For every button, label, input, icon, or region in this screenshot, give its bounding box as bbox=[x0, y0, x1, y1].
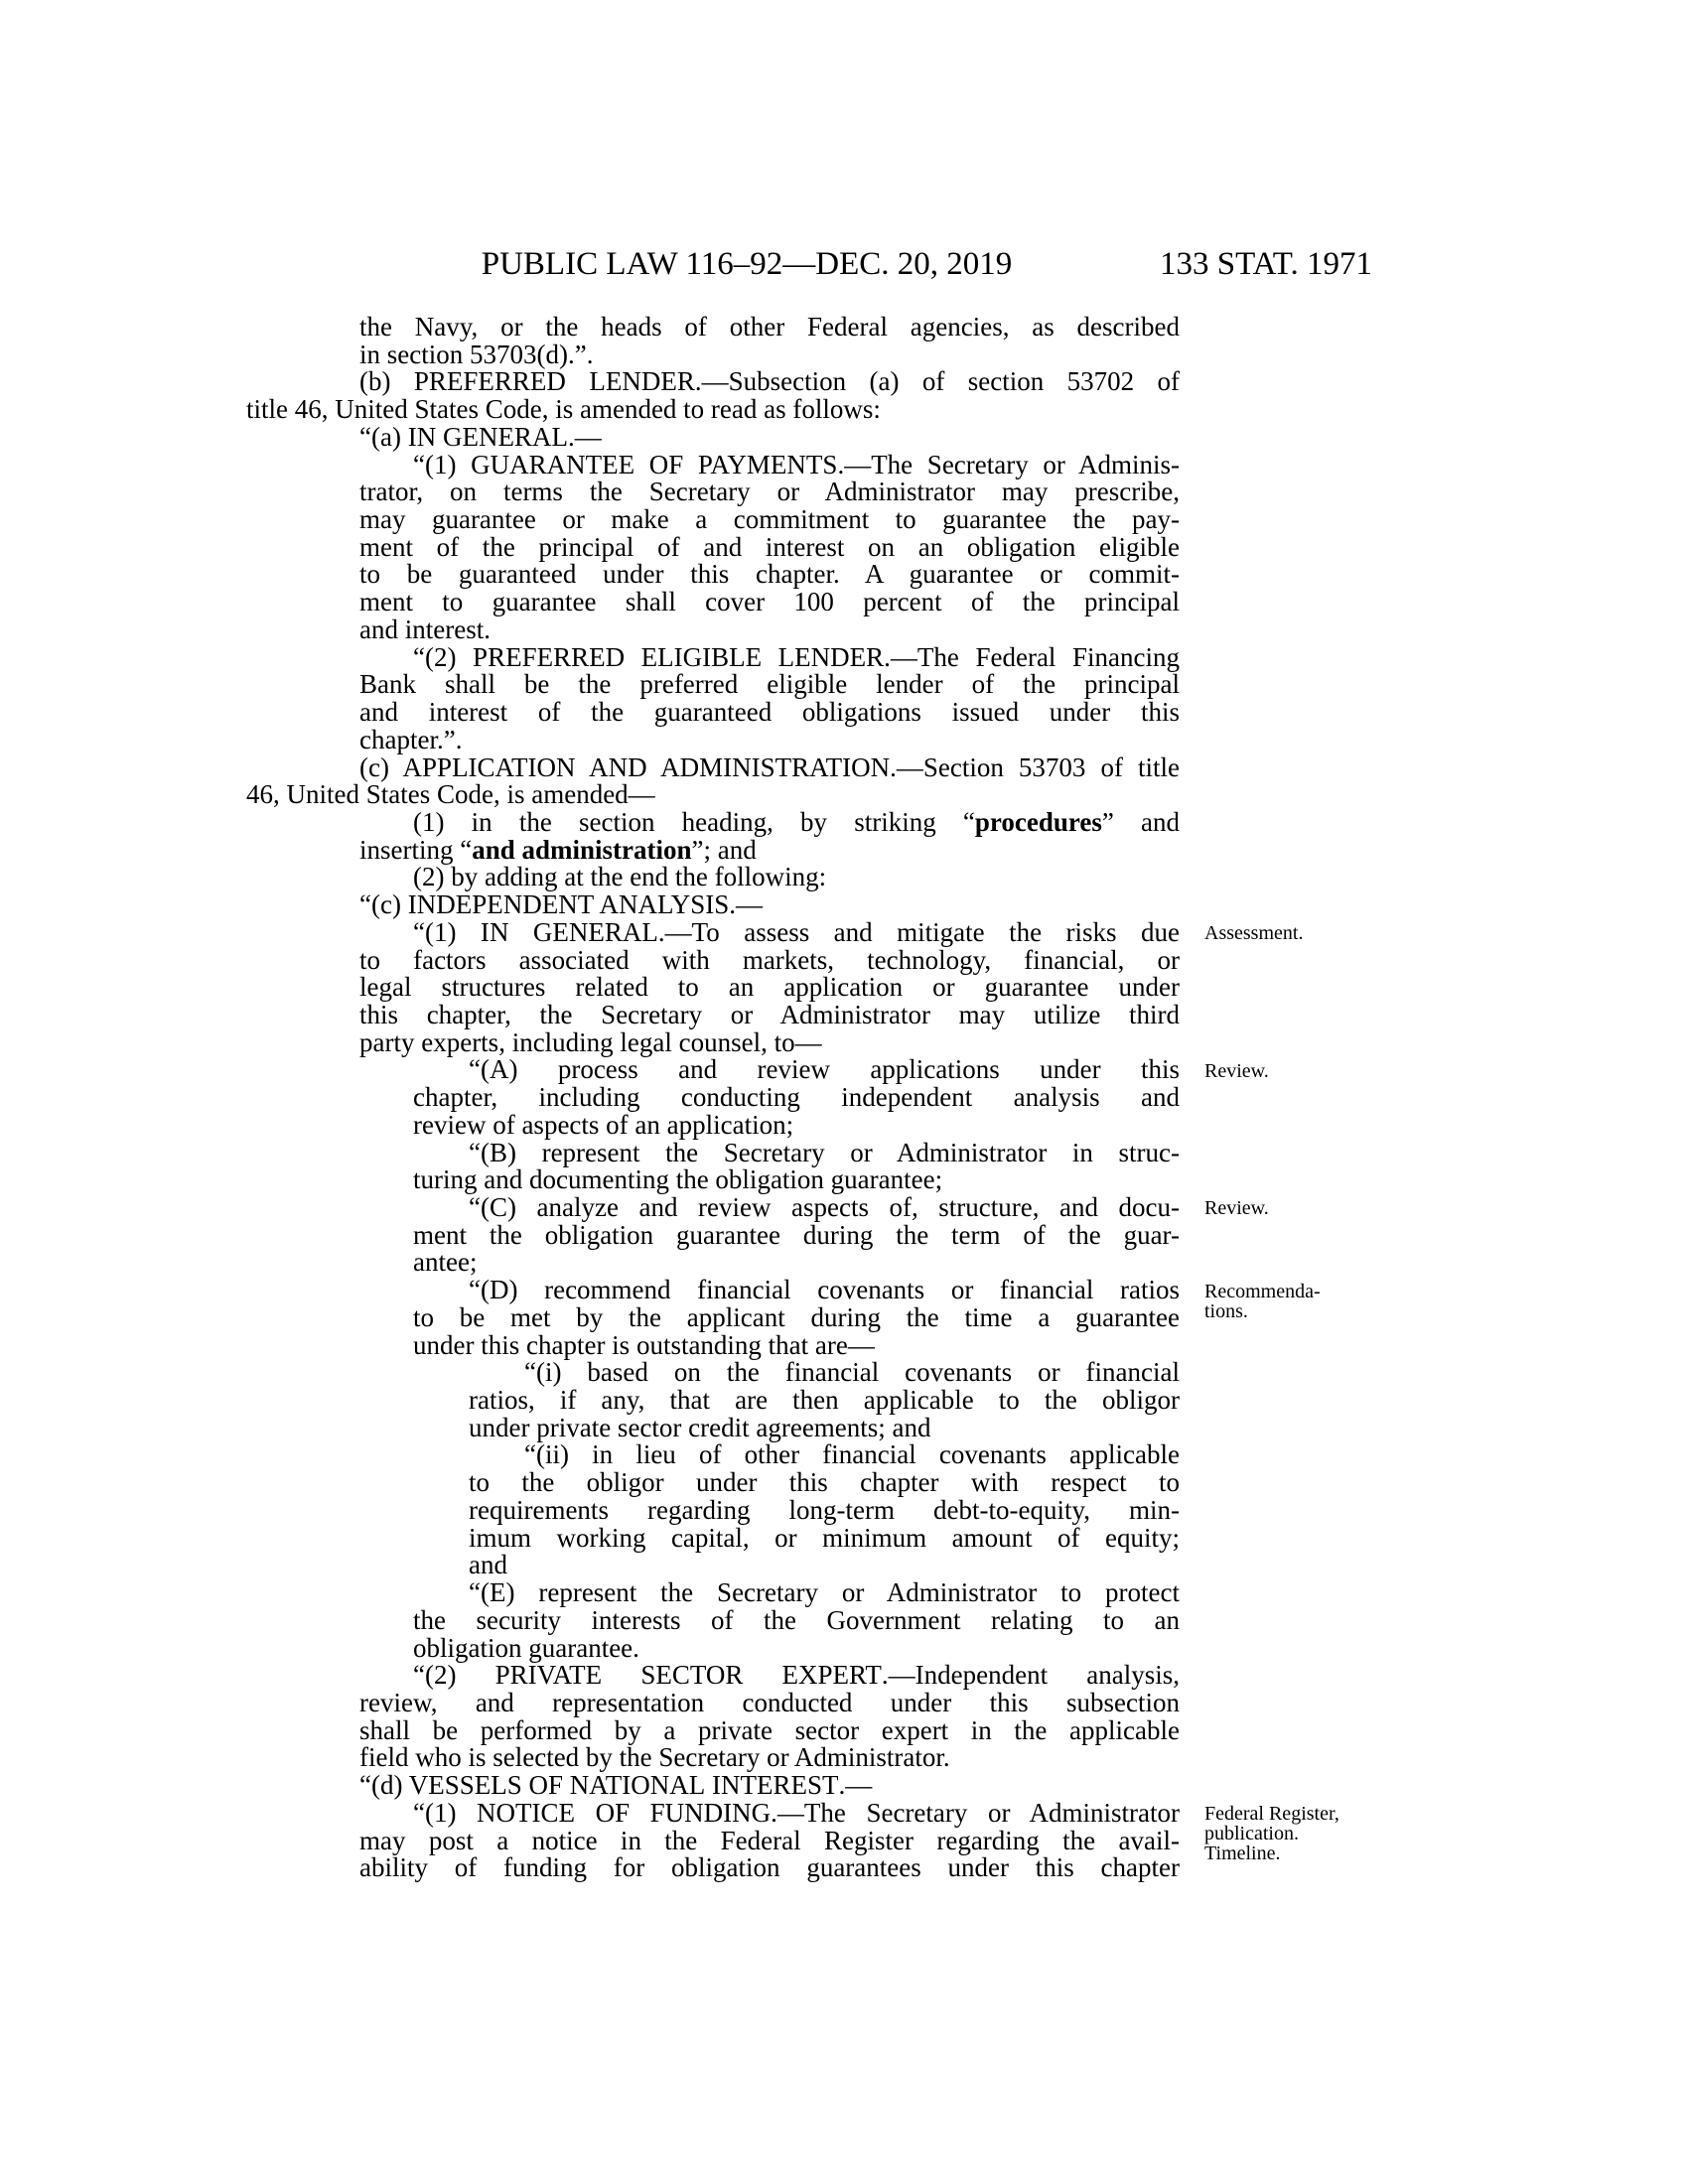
line-text: may post a notice in the Federal Register regarding the avail- bbox=[359, 1825, 1180, 1855]
line-text: and bbox=[469, 1550, 507, 1580]
line-text: requirements regarding long-term debt-to-equity, min- bbox=[469, 1494, 1180, 1525]
line-text: “(B) represent the Secretary or Administrator in struc- bbox=[469, 1137, 1180, 1167]
small-caps-heading: UARANTEE OF PAYMENTS bbox=[490, 449, 838, 479]
text-line bbox=[302, 1026, 1180, 1057]
line-text: ” and bbox=[1101, 806, 1180, 837]
line-text: A bbox=[594, 889, 619, 920]
margin-note-line: publication. bbox=[1204, 1823, 1299, 1845]
line-text: this chapter, the Secretary or Administrator may utilize third bbox=[359, 999, 1180, 1029]
line-text: to the obligor under this chapter with respect to bbox=[469, 1467, 1180, 1498]
text-line bbox=[302, 671, 1180, 699]
line-text: ratios, if any, that are then applicable to the obligor bbox=[469, 1385, 1180, 1416]
line-text: to be guaranteed under this chapter. A guarantee or commit- bbox=[359, 559, 1180, 590]
line-text: under this chapter is outstanding that are— bbox=[413, 1329, 875, 1360]
small-caps-heading: N bbox=[416, 421, 437, 452]
margin-note bbox=[1204, 1804, 1339, 1863]
line-text: “(c) I bbox=[359, 889, 417, 920]
line-text: trator, on terms the Secretary or Administrator may prescribe, bbox=[359, 477, 1180, 507]
line-text: .—Subsection (a) of section 53702 of bbox=[694, 366, 1181, 397]
text-line bbox=[302, 1854, 1180, 1882]
text-line bbox=[302, 1522, 1180, 1553]
text-line bbox=[302, 478, 1180, 506]
line-text: legal structures related to an application or guarantee under bbox=[359, 972, 1180, 1003]
bold-heading-text: procedures bbox=[974, 806, 1102, 837]
text-line bbox=[302, 1744, 1180, 1772]
text-line bbox=[302, 641, 1180, 672]
text-line bbox=[302, 1109, 1180, 1140]
text-line bbox=[302, 1412, 1180, 1442]
line-text: Bank shall be the preferred eligible lender of the principal bbox=[359, 669, 1180, 700]
line-text: (2) by adding at the end the following: bbox=[413, 862, 827, 892]
text-line bbox=[302, 1714, 1180, 1745]
text-line bbox=[302, 1579, 1180, 1607]
margin-note-line: Recommenda- bbox=[1204, 1280, 1321, 1302]
line-text: may guarantee or make a commitment to guarantee the pay- bbox=[359, 504, 1180, 535]
line-text: title 46, United States Code, is amended to read as follows: bbox=[246, 394, 881, 425]
line-text: turing and documenting the obligation guarantee; bbox=[413, 1164, 943, 1195]
text-line bbox=[302, 1084, 1180, 1112]
small-caps-heading: ESSELS OF bbox=[428, 1770, 564, 1801]
text-line bbox=[302, 589, 1180, 616]
text-line bbox=[302, 1552, 1180, 1579]
text-line bbox=[302, 974, 1180, 1002]
line-text: “(2) P bbox=[413, 1660, 510, 1691]
line-text: “(C) analyze and review aspects of, structure, and docu- bbox=[469, 1192, 1180, 1222]
text-line bbox=[246, 396, 1180, 424]
line-text: .—Section 53703 of title bbox=[890, 751, 1180, 782]
text-line bbox=[302, 449, 1181, 479]
line-text: review, and representation conducted under this subsection bbox=[359, 1687, 1180, 1717]
small-caps-heading: REFERRED ELIGIBLE LENDER bbox=[488, 641, 885, 672]
line-text: “(ii) in lieu of other financial covenants applicable bbox=[524, 1439, 1180, 1470]
text-line bbox=[302, 864, 1180, 891]
text-line bbox=[302, 1056, 1180, 1084]
text-line bbox=[302, 1359, 1180, 1387]
line-text: ment of the principal of and interest on an obligation eligible bbox=[359, 531, 1180, 562]
margin-note-line: Review. bbox=[1204, 1059, 1269, 1082]
text-line bbox=[302, 368, 1180, 396]
line-text: “(1) N bbox=[413, 1797, 496, 1828]
line-text: (b) P bbox=[359, 366, 429, 397]
text-line bbox=[302, 1301, 1180, 1332]
line-text: ”; and bbox=[691, 834, 757, 865]
line-text: G bbox=[436, 421, 463, 452]
line-text: “(a) I bbox=[359, 421, 417, 452]
text-line bbox=[302, 1632, 1180, 1663]
small-caps-heading: OTICE OF FUNDING bbox=[495, 1797, 772, 1828]
line-text: under private sector credit agreements; and bbox=[469, 1412, 931, 1442]
line-text: I bbox=[705, 1770, 722, 1801]
text-line bbox=[302, 1687, 1180, 1717]
margin-note bbox=[1204, 923, 1303, 943]
small-caps-heading: NDEPENDENT bbox=[416, 889, 595, 920]
line-text: chapter, including conducting independent analysis and bbox=[413, 1082, 1180, 1113]
small-caps-heading: REFERRED bbox=[428, 366, 566, 397]
text-line bbox=[302, 1194, 1180, 1222]
line-text: antee; bbox=[413, 1247, 478, 1278]
text-line bbox=[302, 314, 1180, 341]
small-caps-heading: NTEREST bbox=[721, 1770, 839, 1801]
line-text: 46, United States Code, is amended— bbox=[246, 779, 655, 810]
line-text: chapter.”. bbox=[359, 724, 463, 754]
line-text: “(1) G bbox=[413, 449, 491, 479]
line-text: ability of funding for obligation guarantees under this chapter bbox=[359, 1852, 1180, 1883]
line-text: .—To assess and mitigate the risks due bbox=[657, 916, 1180, 947]
text-line bbox=[302, 1825, 1180, 1855]
small-caps-heading: PPLICATION AND bbox=[422, 751, 647, 782]
line-text: .—The Federal Financing bbox=[884, 641, 1180, 672]
small-caps-heading: ATIONAL bbox=[589, 1770, 706, 1801]
running-header-page-number: 133 STAT. 1971 bbox=[1159, 246, 1372, 282]
line-text: and interest of the guaranteed obligations issued under this bbox=[359, 697, 1180, 728]
margin-note bbox=[1204, 1282, 1321, 1321]
line-text: “(i) based on the financial covenants or financial bbox=[524, 1357, 1180, 1388]
line-text: (c) A bbox=[359, 751, 423, 782]
line-text: party experts, including legal counsel, to— bbox=[359, 1026, 822, 1057]
line-text: .— bbox=[838, 1770, 873, 1801]
line-text: field who is selected by the Secretary or Administrator. bbox=[359, 1742, 950, 1773]
text-line bbox=[302, 616, 1180, 644]
line-text: obligation guarantee. bbox=[413, 1632, 639, 1663]
text-line bbox=[302, 891, 1180, 919]
line-text: N bbox=[563, 1770, 590, 1801]
text-line bbox=[302, 999, 1180, 1029]
line-text: “(d) V bbox=[359, 1770, 429, 1801]
line-text: .—The Secretary or Adminis- bbox=[837, 449, 1181, 479]
text-line bbox=[302, 341, 1180, 369]
line-text: review of aspects of an application; bbox=[413, 1109, 794, 1140]
line-text: in section 53703(d).”. bbox=[359, 339, 594, 369]
text-line bbox=[302, 1329, 1180, 1360]
text-line bbox=[302, 1277, 1180, 1304]
text-line bbox=[302, 834, 1180, 865]
text-line bbox=[302, 1137, 1180, 1167]
line-text: “(D) recommend financial covenants or financial ratios bbox=[469, 1275, 1180, 1305]
margin-note-line: Timeline. bbox=[1204, 1843, 1281, 1865]
line-text: .— bbox=[567, 421, 602, 452]
margin-note-line: Review. bbox=[1204, 1197, 1269, 1220]
line-text: .— bbox=[729, 889, 764, 920]
running-header-law: PUBLIC LAW 116–92—DEC. 20, 2019 bbox=[481, 246, 1013, 282]
margin-note bbox=[1204, 1198, 1269, 1218]
margin-note-line: tions. bbox=[1204, 1299, 1248, 1322]
text-line bbox=[302, 944, 1180, 975]
line-text: .—Independent analysis, bbox=[881, 1660, 1180, 1691]
small-caps-heading: RIVATE SECTOR EXPERT bbox=[509, 1660, 882, 1691]
small-caps-heading: DMINISTRATION bbox=[679, 751, 891, 782]
line-text: L bbox=[565, 366, 606, 397]
line-text: the security interests of the Government relating to an bbox=[413, 1604, 1180, 1635]
small-caps-heading: N GENERAL bbox=[489, 916, 658, 947]
text-line bbox=[302, 506, 1180, 534]
text-line bbox=[302, 1469, 1180, 1497]
line-text: the Navy, or the heads of other Federal agencies, as described bbox=[359, 312, 1180, 341]
line-text: “(1) I bbox=[413, 916, 490, 947]
line-text: to factors associated with markets, technology, financial, or bbox=[359, 944, 1180, 975]
margin-note bbox=[1204, 1061, 1269, 1081]
text-line bbox=[302, 699, 1180, 727]
text-line bbox=[302, 724, 1180, 754]
text-line bbox=[302, 531, 1180, 562]
line-text: “(E) represent the Secretary or Administrator to protect bbox=[469, 1577, 1180, 1608]
text-line bbox=[302, 1166, 1180, 1194]
margin-note-line: Federal Register, bbox=[1204, 1803, 1339, 1826]
text-line bbox=[302, 751, 1180, 782]
small-caps-heading: ENDER bbox=[605, 366, 695, 397]
line-text: A bbox=[646, 751, 680, 782]
line-text: ment to guarantee shall cover 100 percent of the principal bbox=[359, 587, 1180, 617]
text-line bbox=[302, 1772, 1180, 1800]
text-line bbox=[302, 421, 1180, 452]
text-line bbox=[302, 1219, 1180, 1250]
line-text: “(A) process and review applications under this bbox=[469, 1054, 1180, 1085]
line-text: and interest. bbox=[359, 614, 491, 644]
text-line bbox=[302, 806, 1180, 837]
margin-note-line: Assessment. bbox=[1204, 922, 1304, 945]
text-line bbox=[302, 1604, 1180, 1635]
text-line bbox=[302, 1797, 1180, 1828]
statute-body bbox=[246, 312, 1181, 1883]
line-text: ment the obligation guarantee during the term of the guar- bbox=[413, 1219, 1180, 1250]
text-line bbox=[302, 1662, 1180, 1690]
text-line bbox=[302, 916, 1180, 947]
line-text: shall be performed by a private sector expert in the applicable bbox=[359, 1714, 1180, 1745]
small-caps-heading: ENERAL bbox=[462, 421, 568, 452]
line-text: imum working capital, or minimum amount of equity; bbox=[469, 1522, 1180, 1553]
line-text: inserting “ bbox=[359, 834, 473, 865]
line-text: to be met by the applicant during the time a guarantee bbox=[413, 1301, 1180, 1332]
text-line bbox=[246, 781, 1180, 809]
text-line bbox=[302, 1387, 1180, 1415]
text-line bbox=[302, 1249, 1180, 1277]
text-line bbox=[302, 1494, 1180, 1525]
text-line bbox=[302, 561, 1180, 589]
line-text: .—The Secretary or Administrator bbox=[771, 1797, 1180, 1828]
line-text: “(2) P bbox=[413, 641, 489, 672]
small-caps-heading: NALYSIS bbox=[618, 889, 730, 920]
bold-heading-text: and administration bbox=[472, 834, 692, 865]
line-text: (1) in the section heading, by striking “ bbox=[413, 806, 975, 837]
text-line bbox=[302, 1441, 1180, 1469]
